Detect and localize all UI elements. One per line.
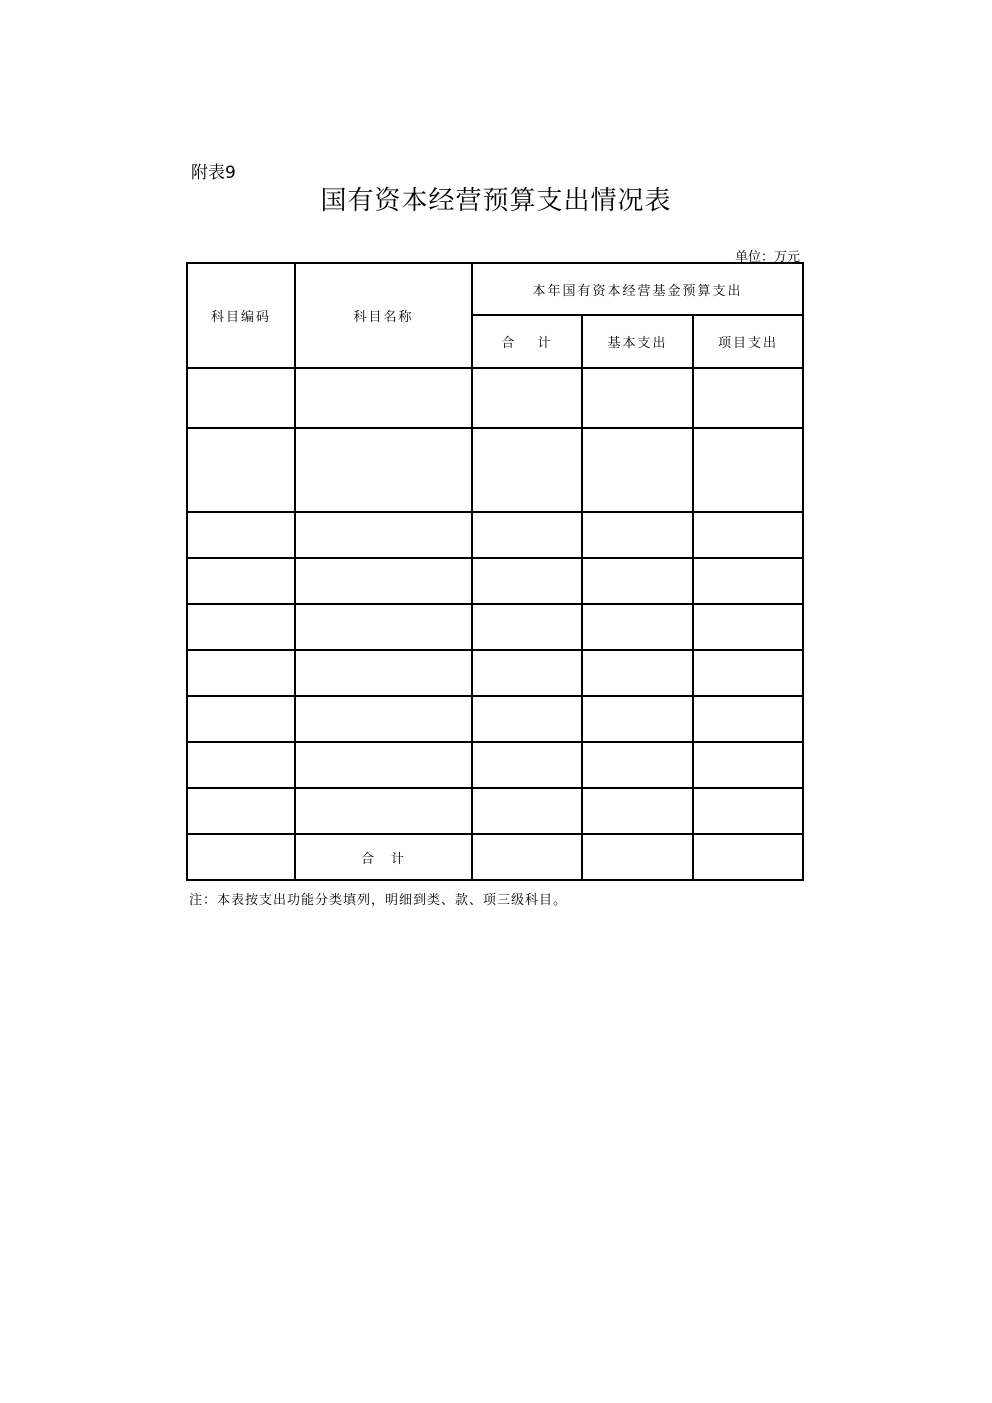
cell-name <box>295 650 472 696</box>
attachment-label: 附表9 <box>191 163 236 183</box>
table-row <box>187 558 803 604</box>
cell-total <box>472 512 582 558</box>
cell-code <box>187 428 295 512</box>
cell-name <box>295 428 472 512</box>
total-row-basic <box>582 834 693 880</box>
table-row <box>187 368 803 428</box>
header-group-budget: 本年国有资本经营基金预算支出 <box>472 263 803 315</box>
cell-basic <box>582 742 693 788</box>
cell-project <box>693 368 803 428</box>
page-title <box>0 180 992 217</box>
header-basic-expense: 基本支出 <box>582 315 693 368</box>
cell-basic <box>582 558 693 604</box>
cell-basic <box>582 428 693 512</box>
cell-project <box>693 696 803 742</box>
cell-basic <box>582 696 693 742</box>
cell-total <box>472 558 582 604</box>
cell-total <box>472 742 582 788</box>
cell-total <box>472 604 582 650</box>
cell-project <box>693 428 803 512</box>
cell-basic <box>582 368 693 428</box>
cell-code <box>187 512 295 558</box>
cell-total <box>472 650 582 696</box>
cell-basic <box>582 512 693 558</box>
total-row-project <box>693 834 803 880</box>
cell-basic <box>582 788 693 834</box>
cell-name <box>295 742 472 788</box>
cell-project <box>693 788 803 834</box>
cell-name <box>295 696 472 742</box>
cell-basic <box>582 604 693 650</box>
total-row-label: 合 计 <box>295 834 472 880</box>
cell-name <box>295 788 472 834</box>
table-row <box>187 604 803 650</box>
cell-basic <box>582 650 693 696</box>
cell-code <box>187 742 295 788</box>
cell-project <box>693 650 803 696</box>
cell-total <box>472 368 582 428</box>
table-row <box>187 788 803 834</box>
cell-total <box>472 788 582 834</box>
page-title-text: 国有资本经营预算支出情况表 <box>320 186 672 216</box>
table-header-row <box>187 263 803 315</box>
cell-code <box>187 696 295 742</box>
cell-name <box>295 558 472 604</box>
header-subject-name: 科目名称 <box>295 263 472 368</box>
total-row-code <box>187 834 295 880</box>
table-row <box>187 650 803 696</box>
total-row-total <box>472 834 582 880</box>
header-project-expense: 项目支出 <box>693 315 803 368</box>
table-row <box>187 696 803 742</box>
table-row <box>187 428 803 512</box>
unit-label: 单位：万元 <box>734 250 800 265</box>
cell-name <box>295 512 472 558</box>
cell-code <box>187 788 295 834</box>
cell-code <box>187 558 295 604</box>
cell-project <box>693 558 803 604</box>
cell-name <box>295 368 472 428</box>
budget-table <box>186 262 804 881</box>
cell-project <box>693 512 803 558</box>
cell-code <box>187 650 295 696</box>
cell-total <box>472 696 582 742</box>
total-row <box>187 834 803 880</box>
cell-total <box>472 428 582 512</box>
cell-name <box>295 604 472 650</box>
cell-project <box>693 742 803 788</box>
cell-code <box>187 604 295 650</box>
cell-project <box>693 604 803 650</box>
cell-code <box>187 368 295 428</box>
table-row <box>187 742 803 788</box>
header-subject-code: 科目编码 <box>187 263 295 368</box>
table-row <box>187 512 803 558</box>
header-total: 合 计 <box>472 315 582 368</box>
footnote: 注：本表按支出功能分类填列，明细到类、款、项三级科目。 <box>189 893 568 908</box>
